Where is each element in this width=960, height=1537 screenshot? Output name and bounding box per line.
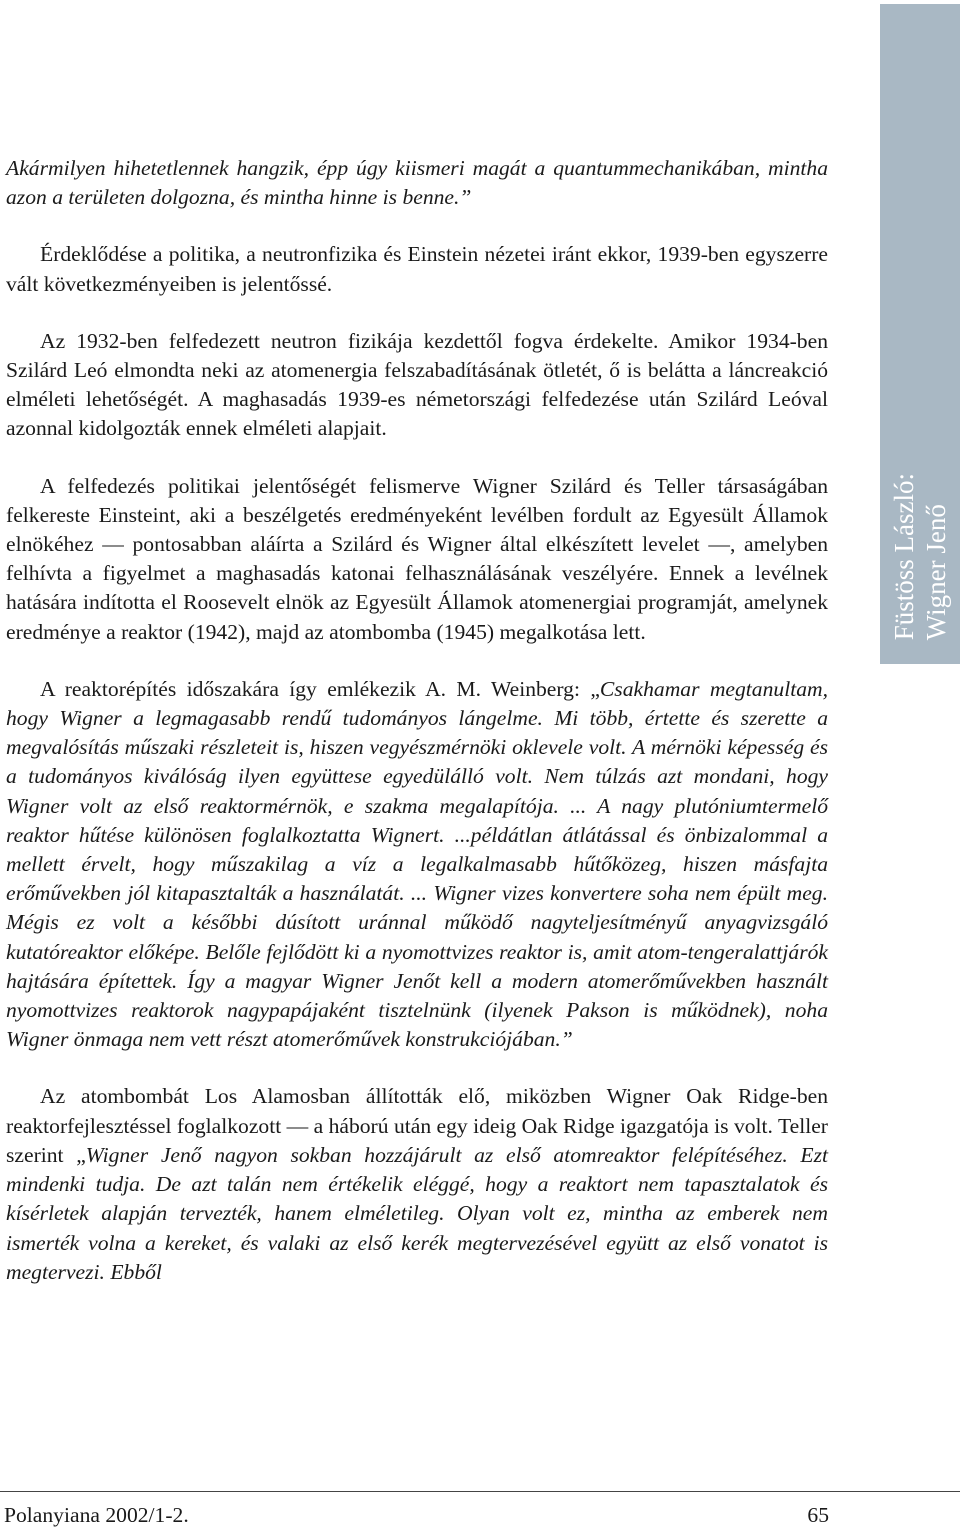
paragraph: A felfedezés politikai jelentőségét felismerve Wigner Szilárd és Teller társaságában felkereste Einsteint, aki a beszélgetés eredményeként levélben fordult az Egyesült Államok elnökéhez — pontosabban aláírta a Szilárd és Wigner által elkészített levelet —, amelyben felhívta a figyelmet a maghasadás katonai felhasználásának veszélyére. Ennek a levélnek hatására indította el Roosevelt elnök az Egyesült Államok atomenergiai programját, amelynek eredménye a reaktor (1942), majd az atombomba (1945) megalkotása lett. [6, 473, 828, 644]
page-number: 65 [807, 1503, 829, 1527]
footer-rule [0, 1491, 960, 1492]
running-head [888, 473, 952, 640]
quote-intro: A reaktorépítés időszakára így emlékezik A. M. Weinberg: „ [40, 676, 600, 701]
paragraph-teller-quote [6, 1082, 828, 1286]
paragraph-weinberg-quote [6, 675, 828, 1055]
running-head-subject: Wigner Jenő [921, 503, 951, 640]
quote-text: Csakhamar megtanultam, hogy Wigner a legmagasabb rendű tudományos lángelme. Mi több, értette és szerette a megvalósítás műszaki részleteit is, hiszen vegyészmérnöki oklevele volt. A mérnöki képesség és a tudományos kiválóság ilyen együttese egyedülálló volt. Nem túlzás azt mondani, hogy Wigner volt az első reaktormérnök, e szakma megalapítója. ... A nagy plutóniumtermelő reaktor hűtése különösen foglalkoztatta Wignert. ...példátlan átlátással és önbizalommal a mellett érvelt, hogy műszakilag a víz a legalkalmasabb hűtőközeg, hiszen másfajta erőművekben jól kitapasztalták a használatát. ... Wigner vizes konvertere soha nem épült meg. Mégis ez volt a későbbi dúsított uránnal működő nagyteljesítményű anyagvizsgáló kutatóreaktor előképe. Belőle fejlődött ki a nyomottvizes reaktor is, amit atom-tengeralattjárók hajtására építettek. Így a magyar Wigner Jenőt kell a modern atomerőművekben használt nyomottvizes reaktorok nagypapájaként tisztelnünk (ilyenek Pakson is működnek), noha Wigner önmaga nem vett részt atomerőművek konstrukciójában.” [6, 676, 828, 1052]
paragraph: Az 1932-ben felfedezett neutron fizikája kezdettől fogva érdekelte. Amikor 1934-ben Szilárd Leó elmondta neki az atomenergia felszabadításának ötletét, ő is belátta a láncreakció elméleti lehetőségét. A maghasadás 1939-es németországi felfedezése után Szilárd Leóval azonnal kidolgozták ennek elméleti alapjait. [6, 328, 828, 441]
quote-text: Wigner Jenő nagyon sokban hozzájárult az első atomreaktor felépítéséhez. Ezt mindenki tudja. De azt talán nem értékelik eléggé, hogy a reaktort nem tapasztalatok és kísérletek alapján tervezték, hanem elméletileg. Olyan volt ez, mintha az emberek nem ismerték volna a kereket, és valaki az első kerék megtervezésével együtt az első vonatot is megtervezi. Ebből [6, 1142, 828, 1284]
paragraph-quote-continuation: Akármilyen hihetetlennek hangzik, épp úgy kiismeri magát a quantummechanikában, mintha azon a területen dolgozna, és mintha hinne is benne.” [6, 156, 828, 210]
article-body [6, 154, 828, 1287]
running-head-author: Füstöss László: [889, 472, 919, 640]
quote-intro: Az atombombát Los Alamosban állították elő, miközben Wigner Oak Ridge-ben reaktorfejlesztéssel foglalkozott — a háború után egy ideig Oak Ridge igazgatója is volt. Teller szerint „ [6, 1084, 828, 1167]
footer-journal: Polanyiana 2002/1-2. [4, 1503, 189, 1527]
paragraph: Érdeklődése a politika, a neutronfizika és Einstein nézetei iránt ekkor, 1939-ben egyszerre vált következményeiben is jelentőssé. [6, 242, 828, 296]
side-tab [880, 4, 960, 664]
